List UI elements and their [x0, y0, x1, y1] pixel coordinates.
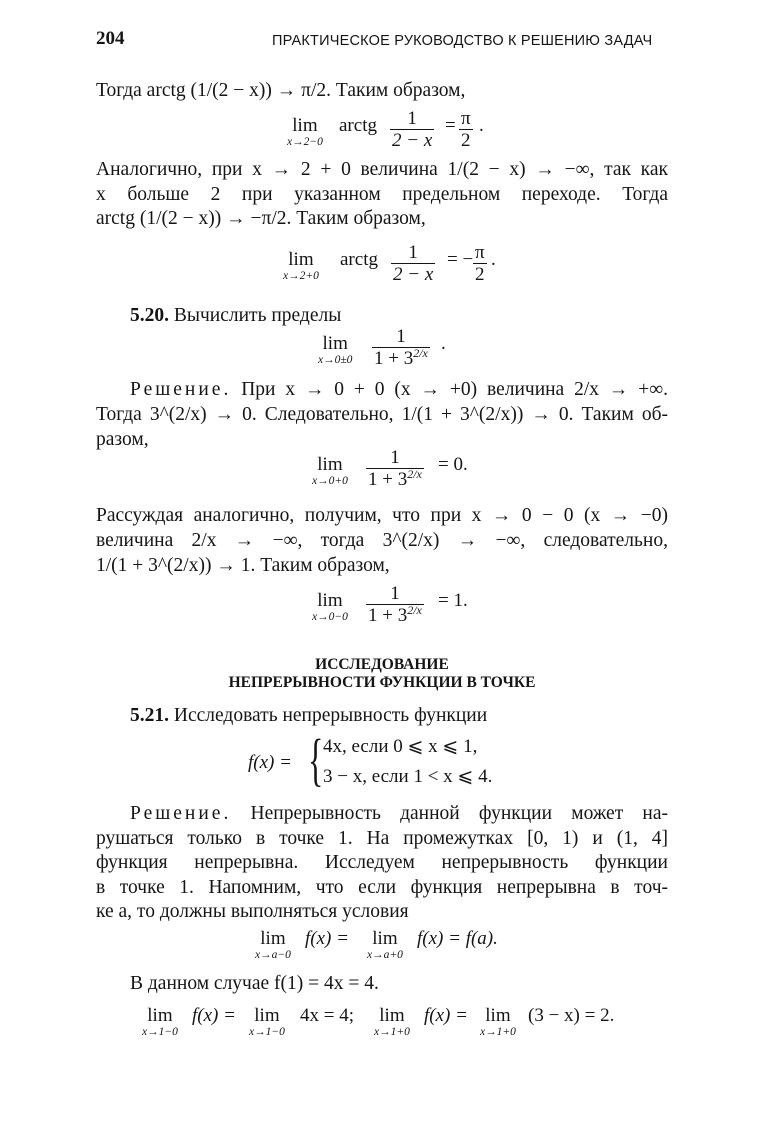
fraction: 1 2 − x [392, 108, 433, 151]
formula-limit-arctg-left [287, 108, 487, 156]
period: . [491, 249, 496, 270]
period: . [479, 115, 484, 136]
running-title: ПРАКТИЧЕСКОЕ РУКОВОДСТВО К РЕШЕНИЮ ЗАДАЧ [272, 33, 653, 49]
fraction: 1 2 − x [393, 242, 434, 285]
text-line: 1/(1 + 3^(2/x)) → 1. Таким образом, [96, 555, 390, 576]
formula-limit-minus [312, 583, 472, 631]
text-line: величина 2/x → −∞, тогда 3^(2/x) → −∞, следовательно, [96, 530, 668, 551]
text-line: рушаться только в точке 1. На промежутках [0, 1) и (1, 4] [96, 828, 668, 849]
formula-limit-pm [318, 326, 458, 374]
lim-operator: lim x→1−0 [249, 1005, 285, 1038]
lim-operator: lim x→a+0 [367, 928, 403, 961]
text-line: функция непрерывна. Исследуем непрерывность функции [96, 852, 668, 873]
lim-operator: lim x→0−0 [312, 590, 348, 623]
formula-text: 4x = 4; [300, 1005, 354, 1026]
section-heading-line1: ИССЛЕДОВАНИЕ [315, 656, 449, 673]
formula-text: (3 − x) = 2. [528, 1005, 615, 1026]
lim-operator: lim x→1−0 [142, 1005, 178, 1038]
text-line: Аналогично, при x → 2 + 0 величина 1/(2 − x) → −∞, так как [96, 159, 668, 180]
text-line: Рассуждая аналогично, получим, что при x → 0 − 0 (x → −0) [96, 505, 668, 526]
case-2: 3 − x, если 1 < x ⩽ 4. [323, 766, 493, 787]
fraction-pi-2: π 2 [461, 108, 471, 151]
formula-one-sided-limits [142, 1006, 632, 1046]
formula-text: f(x) = [192, 1005, 236, 1026]
result: = 1. [438, 590, 468, 611]
result: = 0. [438, 454, 468, 475]
section-heading-line2: НЕПРЕРЫВНОСТИ ФУНКЦИИ В ТОЧКЕ [228, 674, 536, 691]
lim-operator: lim x→0±0 [318, 333, 353, 366]
formula-limit-arctg-right [283, 242, 498, 290]
lim-operator: lim x→1+0 [374, 1005, 410, 1038]
solution-text: Непрерывность данной функции может на- [250, 803, 669, 824]
case-1: 4x, если 0 ⩽ x ⩽ 1, [323, 736, 478, 757]
fraction-pi-2: π 2 [475, 242, 485, 285]
solution-text: При x → 0 + 0 (x → +0) величина 2/x → +∞. [241, 379, 668, 400]
fraction: 1 $1 + 3^{2/x}$ [374, 326, 428, 369]
lim-operator: lim x→2+0 [283, 249, 319, 282]
arctg-text: arctg [339, 115, 377, 136]
solution-label: Решение. [130, 379, 232, 400]
equals-sign: = [445, 115, 456, 136]
fraction: 1 $1 + 3^{2/x}$ [368, 583, 422, 626]
solution-line [130, 379, 668, 401]
solution-line [130, 803, 668, 825]
formula-text: f(x) = [424, 1005, 468, 1026]
problem-5-21 [130, 705, 668, 727]
function-lhs: f(x) = [248, 752, 292, 773]
formula-continuity-condition [255, 929, 525, 969]
arctg-text: arctg [340, 249, 378, 270]
text-line: Тогда arctg (1/(2 − x)) → π/2. Таким образом, [96, 80, 466, 101]
problem-5-20 [130, 305, 668, 327]
text-line: Тогда 3^(2/x) → 0. Следовательно, 1/(1 + 3^(2/x)) → 0. Таким об- [96, 404, 668, 425]
lim-operator: lim x→2−0 [287, 115, 323, 148]
text-line: arctg (1/(2 − x)) → −π/2. Таким образом, [96, 208, 426, 229]
problem-number: 5.20. [130, 305, 169, 326]
text-line: в точке 1. Напомним, что если функция непрерывна в точ- [96, 877, 668, 898]
formula-text: f(x) = f(a). [417, 928, 498, 949]
formula-text: f(x) = [305, 928, 349, 949]
equals-minus: = − [447, 249, 474, 270]
piecewise-function [245, 727, 545, 794]
formula-limit-plus [312, 447, 472, 495]
page-number: 204 [96, 28, 125, 49]
left-brace: { [308, 727, 324, 792]
problem-text: Вычислить пределы [173, 305, 342, 326]
problem-number: 5.21. [130, 705, 169, 726]
lim-operator: lim x→0+0 [312, 454, 348, 487]
fraction: 1 $1 + 3^{2/x}$ [368, 447, 422, 490]
text-line: В данном случае f(1) = 4x = 4. [130, 973, 379, 994]
text-line: ке a, то должны выполняться условия [96, 901, 409, 922]
period: . [441, 333, 446, 354]
text-line: x больше 2 при указанном предельном переходе. Тогда [96, 184, 668, 205]
problem-text: Исследовать непрерывность функции [173, 705, 488, 726]
solution-label: Решение. [130, 803, 232, 824]
lim-operator: lim x→a−0 [255, 928, 291, 961]
lim-operator: lim x→1+0 [480, 1005, 516, 1038]
text-line: разом, [96, 429, 149, 450]
